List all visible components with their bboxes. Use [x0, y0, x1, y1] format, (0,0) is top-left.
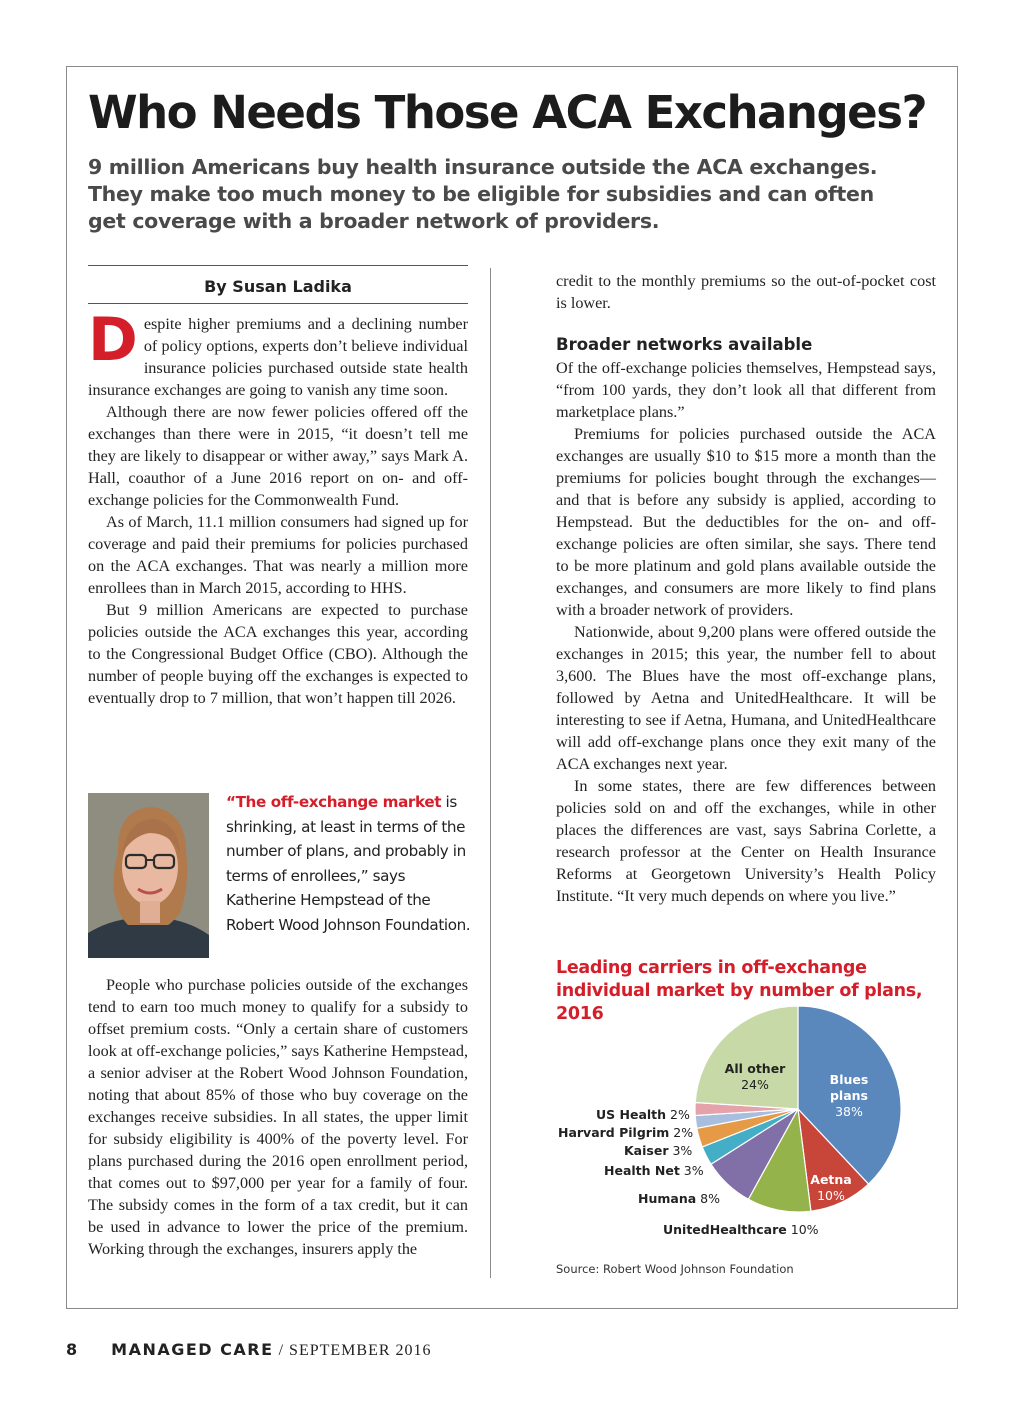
paragraph: But 9 million Americans are expected to purchase policies outside the ACA exchanges this year, according to the Congressional Budget Office (CBO). Although the number of people buying off the exchanges is expected to eventually drop to 7 million, that won’t happen till 2026. [88, 601, 468, 707]
intro-text: espite higher premiums and a declining number of policy options, experts don’t believe individual insurance policies purchased outside state health insurance exchanges are going to vanish any time soon. [88, 315, 468, 399]
portrait-photo [88, 793, 209, 958]
paragraph: People who purchase policies outside of the exchanges tend to earn too much money to qualify for a subsidy to offset premium costs. “Only a certain share of customers look at off-exchange policies,” says Katherine Hempstead, a senior adviser at the Robert Wood Johnson Foundation, noting that about 85% of those who buy coverage on the exchanges receive subsidies. In all states, the upper limit for subsidy eligibility is 400% of the poverty level. For plans purchased during the 2016 open enrollment period, that comes out to $97,000 per year for a family of four. The subsidy comes in the form of a tax credit, but it can be used in advance to lower the price of the premium. Working through the exchanges, insurers apply the [88, 976, 468, 1258]
intro-paragraph [88, 305, 468, 401]
pull-quote [226, 790, 476, 937]
drop-cap: D [88, 305, 138, 375]
article-title: Who Needs Those ACA Exchanges? [88, 86, 927, 139]
pie-label-unitedhealthcare: UnitedHealthcare 10% [663, 1222, 819, 1237]
pie-label-all-other: All other 24% [724, 1061, 786, 1092]
page-footer [66, 1340, 432, 1360]
issue-date: / SEPTEMBER 2016 [278, 1342, 432, 1359]
pie-label-aetna: Aetna 10% [810, 1172, 852, 1203]
paragraph: Of the off-exchange policies themselves, Hempstead says, “from 100 yards, they don’t look all that different from marketplace plans.” [556, 359, 936, 421]
left-column-bottom [88, 974, 468, 1260]
article-subtitle: 9 million Americans buy health insurance outside the ACA exchanges. They make too much money to be eligible for subsidies and can often get coverage with a broader network of providers. [88, 155, 878, 233]
paragraph: In some states, there are few differences between policies sold on and off the exchanges, while in other places the differences are vast, says Sabrina Corlette, a research professor at the Center on Health Insurance Reforms at Georgetown University’s Health Policy Institute. “It very much depends on where you live.” [556, 777, 936, 905]
magazine-name: MANAGED CARE [111, 1340, 274, 1359]
pie-label-blues-plans: Blues plans 38% [829, 1072, 869, 1119]
section-heading: Broader networks available [556, 335, 813, 354]
chart-source: Source: Robert Wood Johnson Foundation [556, 1262, 794, 1276]
byline-bottom-rule [88, 303, 468, 304]
page-number: 8 [66, 1340, 78, 1359]
paragraph-continued: credit to the monthly premiums so the out-of-pocket cost is lower. [556, 272, 936, 312]
left-column-top [88, 305, 468, 709]
right-column [556, 270, 936, 907]
paragraph: As of March, 11.1 million consumers had signed up for coverage and paid their premiums for policies purchased on the ACA exchanges. That was nearly a million more enrollees than in March 2015, according to HHS. [88, 513, 468, 597]
paragraph: Premiums for policies purchased outside the ACA exchanges are usually $10 to $15 more a month than the premiums for policies bought through the exchanges—and that is before any subsidy is applied, according to Hempstead. But the deductibles for the on- and off-exchange policies are often similar, she says. There tend to be more platinum and gold plans available outside the exchanges, and consumers are more likely to find plans with a broader network of providers. [556, 425, 936, 619]
pie-label-kaiser: Kaiser 3% [624, 1143, 693, 1158]
portrait-illustration [88, 793, 209, 958]
pie-chart [548, 1006, 938, 1246]
pie-label-harvard-pilgrim: Harvard Pilgrim 2% [558, 1125, 694, 1140]
chart-title: Leading carriers in off-exchange individual market by number of plans, 2016 [556, 958, 923, 1024]
byline-top-rule [88, 265, 468, 266]
column-divider [490, 268, 491, 1278]
pie-label-health-net: Health Net 3% [604, 1163, 704, 1178]
paragraph: Nationwide, about 9,200 plans were offered outside the exchanges in 2015; this year, the number fell to about 3,600. The Blues have the most off-exchange plans, followed by Aetna and UnitedHealthcare. It will be interesting to see if Aetna, Humana, and UnitedHealthcare will add off-exchange plans once they exit many of the ACA exchanges next year. [556, 623, 936, 773]
pie-label-humana: Humana 8% [638, 1191, 720, 1206]
pie-slice-all-other [695, 1006, 798, 1109]
pie-label-us-health: US Health 2% [596, 1107, 690, 1122]
paragraph: Although there are now fewer policies offered off the exchanges than there were in 2015, “it doesn’t tell me they are likely to disappear or wither away,” says Mark A. Hall, coauthor of a June 2016 report on on- and off-exchange policies for the Commonwealth Fund. [88, 403, 468, 509]
pull-quote-highlight: “The off-exchange market [226, 793, 442, 811]
pull-quote-text: is shrinking, at least in terms of the number of plans, and probably in terms of enrollees,” says Katherine Hempstead of the Robert Wood Johnson Foundation. [226, 793, 471, 934]
byline: By Susan Ladika [204, 277, 352, 296]
